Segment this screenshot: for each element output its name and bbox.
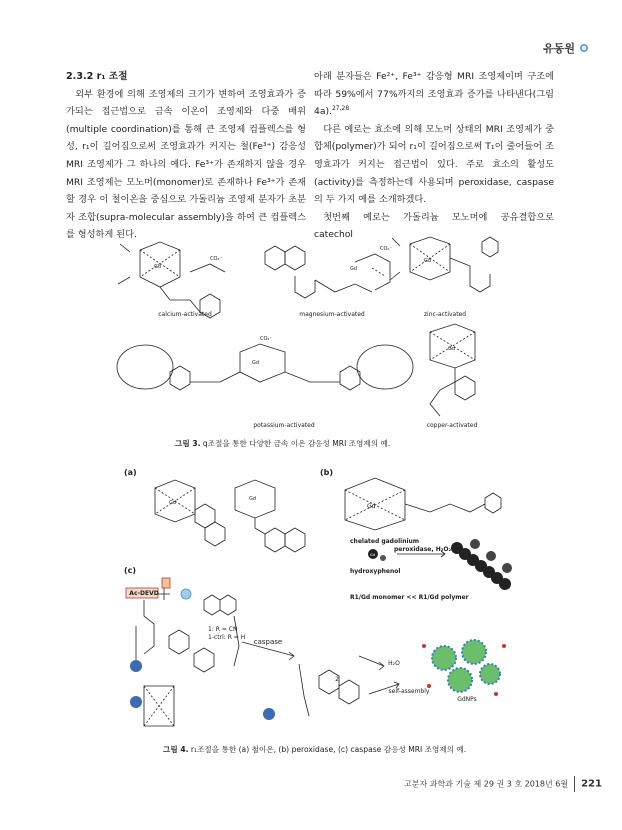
label-monomer-polymer: R1/Gd monomer << R1/Gd polymer [350,594,469,601]
panel-a-label: (a) [124,468,137,477]
label-self-assembly: self-assembly [388,688,430,695]
svg-text:Gd: Gd [350,266,358,272]
label-h2o: H₂O [388,660,400,667]
label-chelated: chelated gadolinium [350,538,420,545]
gd-label: Gd [154,264,162,270]
right-paragraph-1: 아래 분자들은 Fe²⁺, Fe³⁺ 감응형 MRI 조영제이며 구조에 따라 59%에서 77%까지의 조영효과 증가를 나타낸다(그림 4a).$^{27,28}$ [314,71,554,118]
author-header [543,40,588,56]
figure-4-caption: 그림 4. r₁조절을 통한 (a) 철이온, (b) peroxidase, (c) caspase 감응성 MRI 조영제의 예. [163,745,467,754]
calcium-structure [118,242,225,318]
label-potassium: potassium-activated [253,422,315,429]
label-magnesium: magnesium-activated [299,311,365,318]
figure-4c-diagram [124,576,514,736]
label-caspase: caspase [253,638,283,646]
left-paragraph: 외부 환경에 의해 조영제의 크기가 변하여 조영효과가 증가되는 접근법으로 금속 이온이 조영제와 다중 배위(multiple coordination)를 통해 큰 조영제 컴플렉스를 형성, r₁이 길어짐으로써 조영효과가 커지는 철(Fe³⁺) 감응성 MRI 조영제가 그 하나의 예다. Fe³⁺가 존재하지 않을 경우 MRI 조영제는 모노머(monomer)로 존재하나 Fe³⁺가 존재할 경우 이 철이온을 중심으로 가돌리늄 조영제 분자가 초분자 조합(supra-molecular assembly)을 하여 큰 컴플렉스를 형성하게 된다. [66,88,306,241]
svg-text:Gd: Gd [367,503,376,510]
panel-b-label: (b) [320,468,334,477]
label-acdevd: Ac-DEVD [129,590,159,597]
svg-text:Gd: Gd [169,500,177,506]
potassium-structure [117,344,413,390]
page-number: 221 [581,778,602,790]
page-footer [404,776,602,792]
right-paragraph-2: 다른 예로는 효소에 의해 모노머 상태의 MRI 조영제가 중합체(polymer)가 되어 r₁이 길어짐으로써 T₁이 줄어들어 조영효과가 커지는 접근법이 있다. 주로 효소의 활성도(activity)를 측정하는데 사용되며 peroxidase, caspase의 두 가지 예를 소개하겠다. [314,123,554,206]
zinc-structure [390,237,498,292]
section-heading: 2.3.2 r₁ 조절 [66,71,128,82]
panel-c-label: (c) [124,566,137,575]
label-compound1-ctrl: 1-ctrl: R = H [208,634,246,641]
author-name: 유동원 [543,42,575,55]
svg-text:Gd: Gd [252,360,260,366]
label-calcium: calcium-activated [158,311,212,318]
label-gdnps: GdNPs [457,696,477,703]
copper-structure [430,324,475,416]
figure-3-caption: 그림 3. q조절을 통한 다양한 금속 이온 감응성 MRI 조영제의 예. [175,439,391,448]
right-column [314,68,554,244]
label-zinc: zinc-activated [423,311,467,318]
label-compound2: 2 [335,676,339,683]
svg-text:Gd: Gd [370,553,375,557]
svg-text:CO₂⁻: CO₂⁻ [210,256,223,262]
svg-text:CO₂⁻: CO₂⁻ [380,246,393,252]
gd-nanoparticles [422,640,506,696]
left-column [66,68,306,244]
journal-info: 고분자 과학과 기술 제 29 권 3 호 2018년 6월 [404,779,569,789]
figure-3-structures [110,232,510,432]
label-copper: copper-activated [426,422,478,429]
reference: 27,28 [331,105,350,113]
right-paragraph-3: 첫번째 예로는 가돌리늄 모노머에 공유결합으로 catechol [314,211,554,241]
svg-text:Gd: Gd [424,258,432,264]
label-hydroxyphenol: hydroxyphenol [350,568,401,575]
svg-text:Gd: Gd [249,496,257,502]
magnesium-structure [265,246,393,298]
label-peroxidase: peroxidase, H₂O₂ [394,546,452,553]
svg-text:Gd: Gd [448,346,456,352]
svg-text:CO₂⁻: CO₂⁻ [260,336,273,342]
label-compound1: 1: R = CN [208,626,238,633]
figure-4a-structures [140,470,310,560]
circle-icon [580,44,588,52]
